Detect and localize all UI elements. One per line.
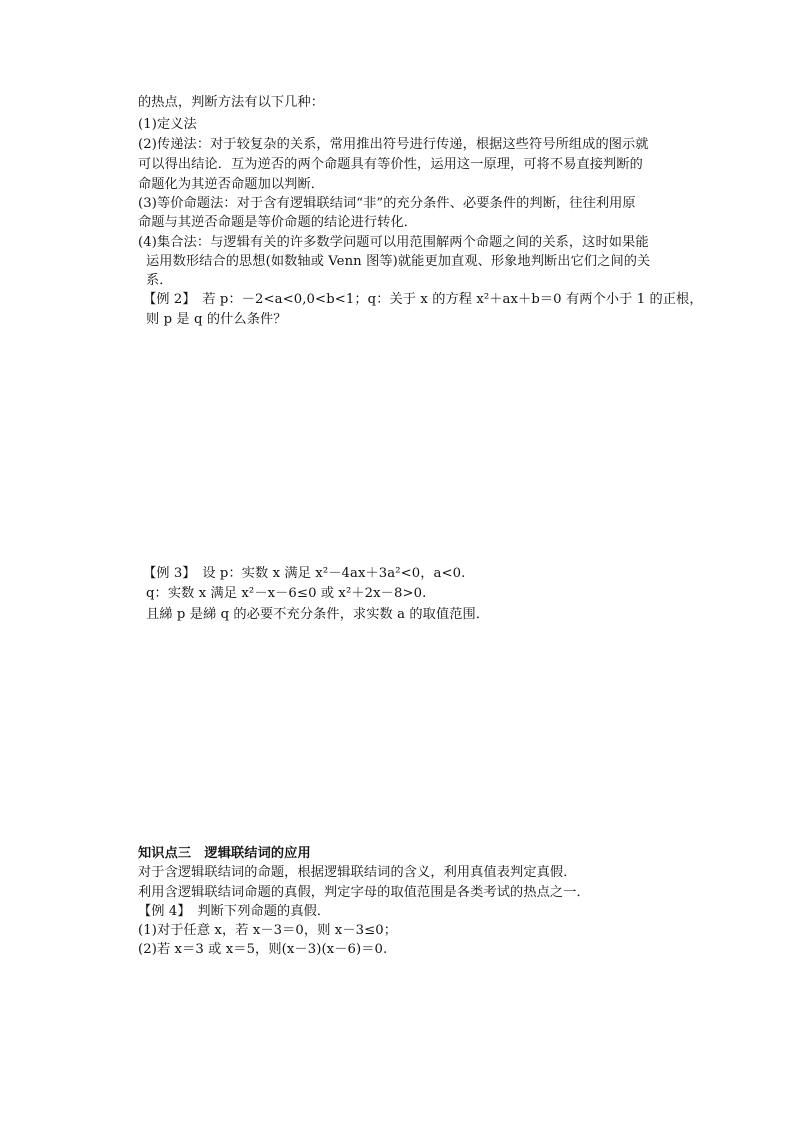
example-4-line: (1)对于任意 x，若 x－3＝0，则 x－3≤0； — [138, 923, 398, 938]
example-2-line: 【例 2】 若 p：－2<a<0,0<b<1；q：关于 x 的方程 x²＋ax＋b＝0 有两个小于 1 的正根， — [143, 292, 703, 307]
section-heading: 知识点三 逻辑联结词的应用 — [138, 846, 311, 861]
example-3-line: q：实数 x 满足 x²－x－6≤0 或 x²＋2x－8>0. — [146, 586, 427, 601]
example-4-line: (2)若 x＝3 或 x＝5，则(x－3)(x－6)＝0. — [138, 942, 388, 957]
text-line: 的热点，判断方法有以下几种： — [138, 95, 325, 110]
text-line: (3)等价命题法：对于含有逻辑联结词“非”的充分条件、必要条件的判断，往往利用原 — [138, 196, 636, 211]
example-3-line: 且綈 p 是綈 q 的必要不充分条件，求实数 a 的取值范围． — [146, 607, 490, 622]
example-3-line: 【例 3】 设 p：实数 x 满足 x²－4ax＋3a²<0，a<0. — [143, 566, 466, 581]
text-line: 命题化为其逆否命题加以判断． — [138, 177, 325, 192]
text-line: (1)定义法 — [138, 117, 197, 132]
text-line: 运用数形结合的思想(如数轴或 Venn 图等)就能更加直观、形象地判断出它们之间的关 — [146, 254, 651, 269]
example-4-line: 【例 4】 判断下列命题的真假． — [138, 904, 331, 919]
text-line: (4)集合法：与逻辑有关的许多数学问题可以用范围解两个命题之间的关系，这时如果能 — [138, 235, 649, 250]
text-line: 利用含逻辑联结词命题的真假，判定字母的取值范围是各类考试的热点之一． — [138, 885, 590, 900]
text-line: 系． — [146, 273, 173, 288]
text-line: 可以得出结论．互为逆否的两个命题具有等价性，运用这一原理，可将不易直接判断的 — [138, 157, 643, 172]
example-2-line: 则 p 是 q 的什么条件？ — [146, 312, 287, 327]
text-line: 命题与其逆否命题是等价命题的结论进行转化． — [138, 215, 418, 230]
text-line: (2)传递法：对于较复杂的关系，常用推出符号进行传递，根据这些符号所组成的图示就 — [138, 137, 649, 152]
text-line: 对于含逻辑联结词的命题，根据逻辑联结词的含义，利用真值表判定真假． — [138, 865, 577, 880]
